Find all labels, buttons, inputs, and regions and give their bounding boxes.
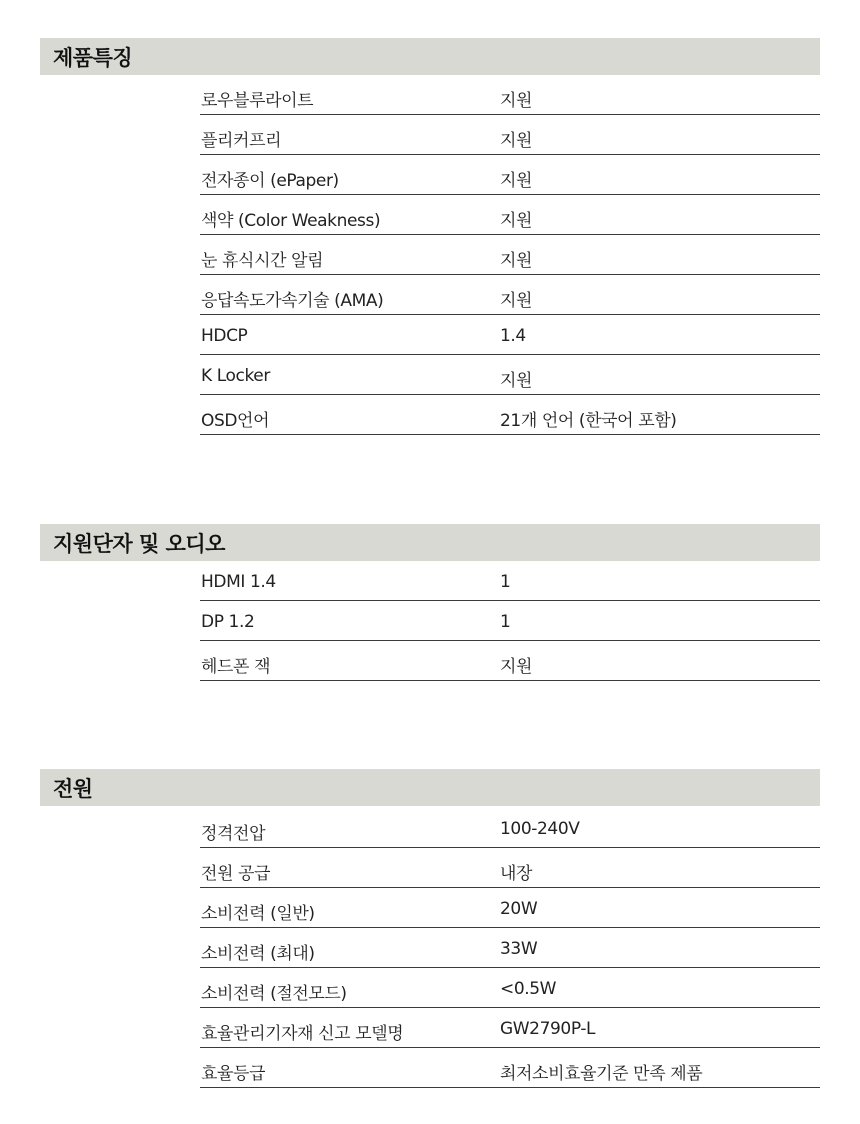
spec-value: 1	[500, 612, 511, 632]
spec-row	[200, 115, 820, 155]
spec-row	[200, 235, 820, 275]
spec-label: 전자종이 (ePaper)	[201, 171, 339, 191]
spec-table	[200, 561, 820, 681]
section-header	[40, 38, 820, 75]
spec-row	[200, 561, 820, 601]
section-title: 제품특징	[53, 45, 133, 70]
spec-row	[200, 395, 820, 435]
spec-value: 1	[500, 572, 511, 592]
spec-value: 지원	[500, 91, 533, 111]
spec-label: 로우블루라이트	[201, 91, 314, 111]
spec-row	[200, 195, 820, 235]
spec-label: 눈 휴식시간 알림	[201, 251, 324, 271]
spec-label: 정격전압	[201, 824, 266, 844]
spec-row	[200, 928, 820, 968]
spec-value: 20W	[500, 899, 538, 919]
spec-label: OSD언어	[201, 411, 270, 431]
spec-value: 지원	[500, 371, 533, 391]
section-header	[40, 769, 820, 806]
spec-section-ports-audio	[40, 524, 820, 681]
spec-label: HDMI 1.4	[201, 572, 276, 592]
spec-value: 1.4	[500, 326, 526, 346]
spec-label: HDCP	[201, 326, 248, 346]
spec-row	[200, 641, 820, 681]
spec-row	[200, 1008, 820, 1048]
spec-label: 헤드폰 잭	[201, 657, 271, 677]
spec-value: GW2790P-L	[500, 1019, 596, 1039]
spec-row	[200, 968, 820, 1008]
spec-value: 내장	[500, 864, 533, 884]
spec-table	[200, 75, 820, 435]
spec-label: 소비전력 (일반)	[201, 904, 315, 924]
spec-row	[200, 155, 820, 195]
spec-label: 효율등급	[201, 1064, 266, 1084]
spec-row	[200, 75, 820, 115]
spec-label: K Locker	[201, 366, 270, 386]
spec-label: 효율관리기자재 신고 모델명	[201, 1024, 404, 1044]
spec-value: 21개 언어 (한국어 포함)	[500, 411, 677, 431]
spec-value: 지원	[500, 131, 533, 151]
spec-row	[200, 848, 820, 888]
spec-label: 소비전력 (절전모드)	[201, 984, 347, 1004]
spec-section-features	[40, 38, 820, 435]
spec-label: 색약 (Color Weakness)	[201, 211, 381, 231]
spec-value: 최저소비효율기준 만족 제품	[500, 1064, 703, 1084]
spec-value: 지원	[500, 657, 533, 677]
spec-value: 지원	[500, 171, 533, 191]
spec-value: <0.5W	[500, 979, 557, 999]
spec-label: 소비전력 (최대)	[201, 944, 315, 964]
spec-label: DP 1.2	[201, 612, 255, 632]
section-title: 전원	[53, 776, 93, 801]
spec-label: 응답속도가속기술 (AMA)	[201, 291, 384, 311]
spec-value: 지원	[500, 211, 533, 231]
spec-row	[200, 808, 820, 848]
spec-row	[200, 1048, 820, 1088]
spec-row	[200, 601, 820, 641]
spec-table	[200, 808, 820, 1088]
spec-value: 100-240V	[500, 819, 580, 839]
spec-value: 지원	[500, 251, 533, 271]
spec-label: 전원 공급	[201, 864, 271, 884]
spec-section-power	[40, 769, 820, 1088]
spec-row	[200, 355, 820, 395]
section-title: 지원단자 및 오디오	[53, 531, 225, 556]
spec-label: 플리커프리	[201, 131, 282, 151]
section-header	[40, 524, 820, 561]
spec-row	[200, 888, 820, 928]
spec-value: 33W	[500, 939, 538, 959]
spec-value: 지원	[500, 291, 533, 311]
spec-row	[200, 275, 820, 315]
spec-row	[200, 315, 820, 355]
